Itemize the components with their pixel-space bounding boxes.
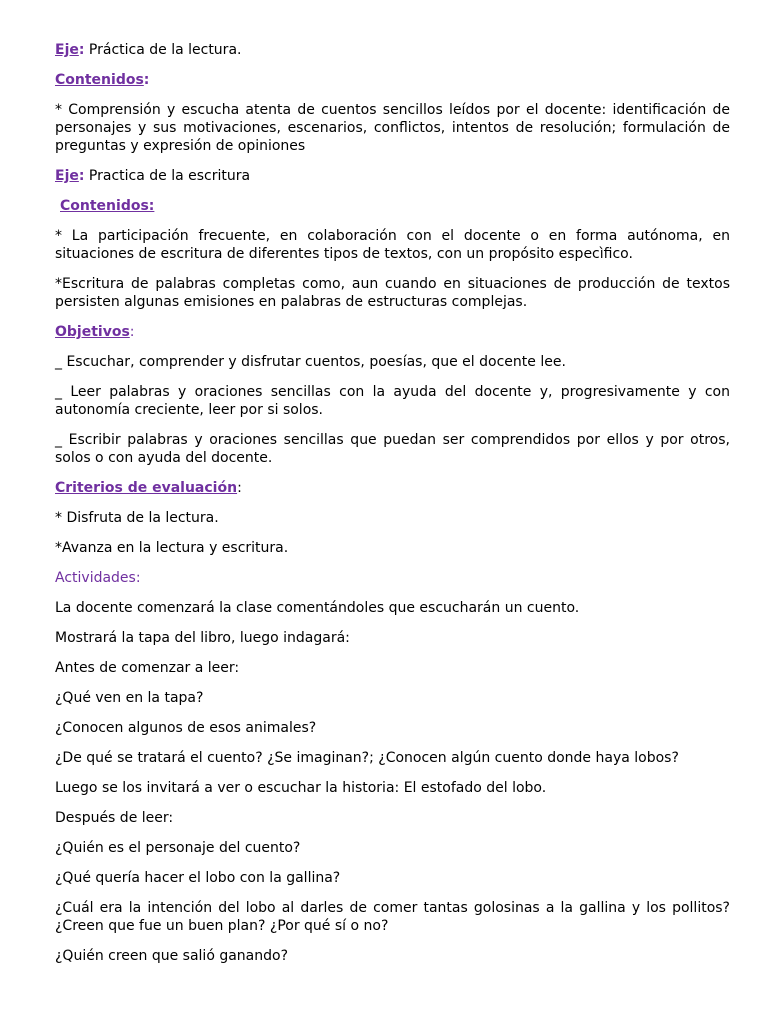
- eje-colon: :: [78, 42, 85, 58]
- eje-lectura-line: [55, 41, 730, 59]
- eje-colon: :: [78, 168, 85, 184]
- criterios-label: Criterios de evaluación: [55, 480, 238, 496]
- contenidos-heading: [55, 71, 730, 89]
- eje-label: Eje: [55, 42, 79, 58]
- actividad-line: La docente comenzará la clase comentándoles que escucharán un cuento.: [55, 600, 580, 616]
- objetivo-item: _ Leer palabras y oraciones sencillas con la ayuda del docente y, progresivamente y con autonomía creciente, leer por si solos.: [55, 384, 730, 418]
- actividad-line: Luego se los invitará a ver o escuchar la historia: El estofado del lobo.: [55, 780, 547, 796]
- document-page: [55, 41, 730, 977]
- objetivos-heading: [55, 323, 730, 341]
- eje-label: Eje: [55, 168, 79, 184]
- actividad-question: ¿Conocen algunos de esos animales?: [55, 720, 317, 736]
- contenidos-label: Contenidos: [55, 72, 144, 88]
- actividad-question: ¿Qué quería hacer el lobo con la gallina?: [55, 870, 341, 886]
- contenidos-label: Contenidos:: [60, 198, 155, 214]
- eje-text: Practica de la escritura: [84, 168, 251, 184]
- actividades-label: Actividades:: [55, 570, 141, 586]
- objetivo-item: _ Escuchar, comprender y disfrutar cuentos, poesías, que el docente lee.: [55, 354, 566, 370]
- objetivos-colon: :: [129, 324, 135, 340]
- contenidos-heading: [55, 197, 730, 215]
- actividad-question: ¿Qué ven en la tapa?: [55, 690, 204, 706]
- eje-text: Práctica de la lectura.: [84, 42, 242, 58]
- contenido-paragraph: *Escritura de palabras completas como, aun cuando en situaciones de producción de textos persisten algunas emisiones en palabras de estructuras complejas.: [55, 276, 730, 310]
- eje-escritura-line: [55, 167, 730, 185]
- actividad-line: Antes de comenzar a leer:: [55, 660, 240, 676]
- actividad-question: ¿De qué se tratará el cuento? ¿Se imaginan?; ¿Conocen algún cuento donde haya lobos?: [55, 750, 679, 766]
- objetivo-item: _ Escribir palabras y oraciones sencillas que puedan ser comprendidos por ellos y por otros, solos o con ayuda del docente.: [55, 432, 730, 466]
- actividad-line: Después de leer:: [55, 810, 174, 826]
- actividad-question: ¿Quién creen que salió ganando?: [55, 948, 289, 964]
- actividad-line: Mostrará la tapa del libro, luego indagará:: [55, 630, 350, 646]
- criterio-item: * Disfruta de la lectura.: [55, 510, 219, 526]
- criterios-colon: :: [237, 480, 242, 496]
- actividad-question: ¿Quién es el personaje del cuento?: [55, 840, 301, 856]
- criterio-item: *Avanza en la lectura y escritura.: [55, 540, 289, 556]
- criterios-heading: [55, 479, 730, 497]
- contenido-paragraph: * Comprensión y escucha atenta de cuentos sencillos leídos por el docente: identificación de personajes y sus motivaciones, escenarios, conflictos, intentos de resolución; formulación de preguntas y expresión de opiniones: [55, 102, 730, 154]
- contenidos-colon: :: [143, 72, 150, 88]
- actividades-heading: [55, 569, 730, 587]
- actividad-question: ¿Cuál era la intención del lobo al darles de comer tantas golosinas a la gallina y los pollitos? ¿Creen que fue un buen plan? ¿Por qué sí o no?: [55, 900, 730, 934]
- objetivos-label: Objetivos: [55, 324, 130, 340]
- contenido-paragraph: * La participación frecuente, en colaboración con el docente o en forma autónoma, en situaciones de escritura de diferentes tipos de textos, con un propósito especìfico.: [55, 228, 730, 262]
